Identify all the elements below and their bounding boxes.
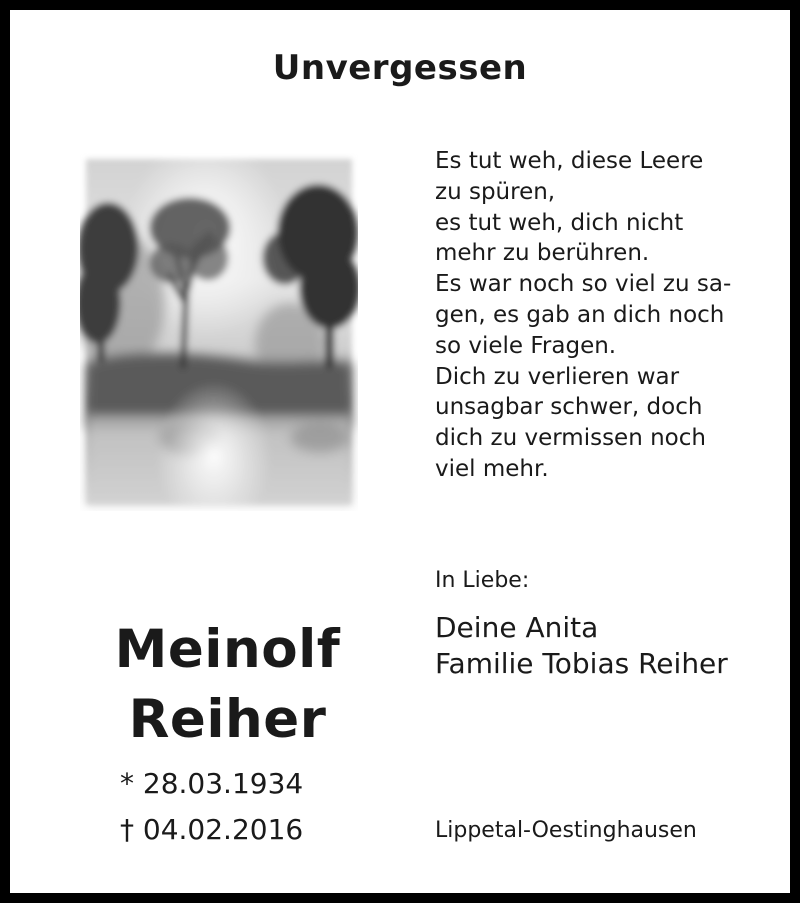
death-date: † 04.02.2016 — [120, 813, 304, 846]
mourners-list — [435, 610, 728, 682]
deceased-first-name: Meinolf — [114, 619, 341, 680]
poem-line: so viele Fragen. — [435, 332, 617, 359]
notice-heading: Unvergessen — [272, 48, 528, 88]
poem-line: unsagbar schwer, doch — [435, 394, 703, 421]
poem-line: mehr zu berühren. — [435, 240, 650, 267]
poem-line: viel mehr. — [435, 455, 549, 482]
poem-line: Es tut weh, diese Leere — [435, 148, 704, 174]
poem — [435, 146, 765, 485]
poem-line: gen, es gab an dich noch — [435, 301, 725, 328]
in-love-label: In Liebe: — [435, 568, 530, 593]
poem-line: Es war noch so viel zu sa- — [435, 271, 732, 298]
misty-trees-photo-icon — [80, 153, 358, 511]
deceased-last-name: Reiher — [128, 689, 327, 750]
mourner-name: Familie Tobias Reiher — [435, 647, 728, 680]
poem-line: Dich zu verlieren war — [435, 363, 680, 390]
mourner-name: Deine Anita — [435, 611, 599, 644]
birth-date: * 28.03.1934 — [120, 767, 304, 800]
location: Lippetal-Oestinghausen — [435, 818, 697, 843]
poem-line: dich zu vermissen noch — [435, 425, 706, 452]
poem-line: es tut weh, dich nicht — [435, 209, 684, 236]
poem-line: zu spüren, — [435, 178, 556, 205]
